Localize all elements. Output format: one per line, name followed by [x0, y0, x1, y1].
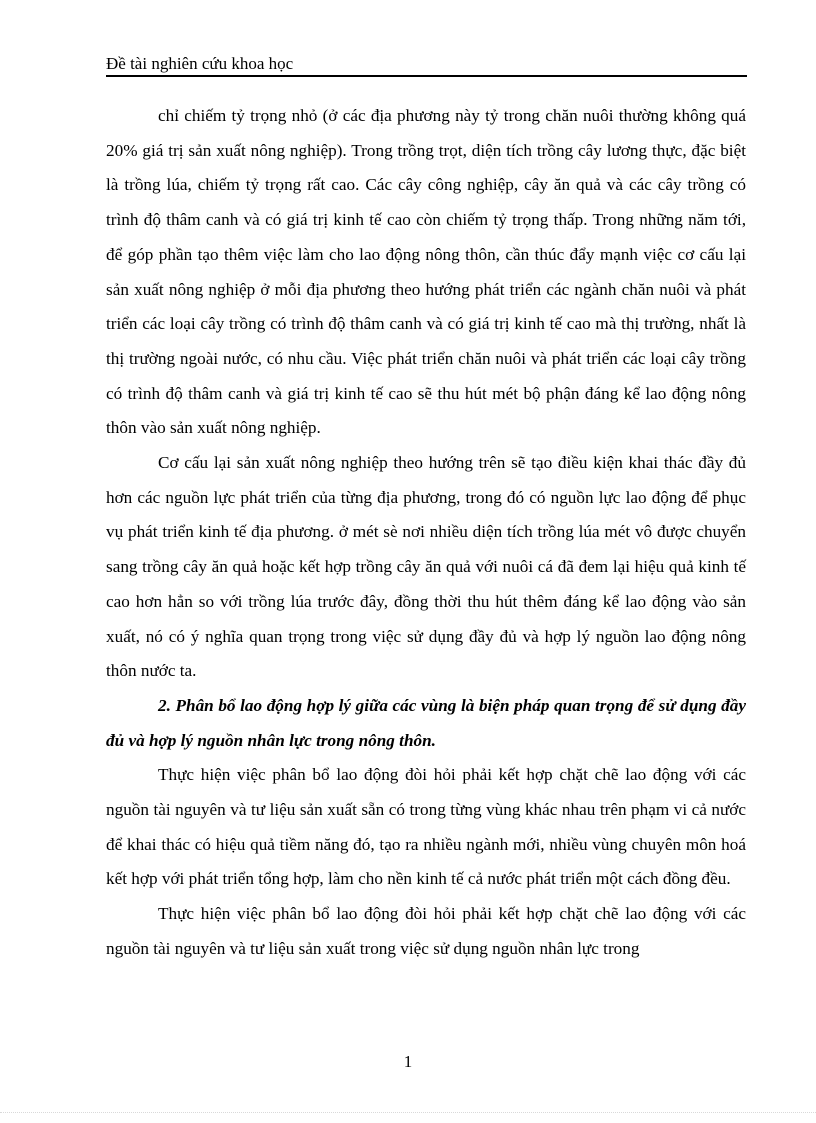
paragraph-3: Thực hiện việc phân bổ lao động đòi hỏi phải kết hợp chặt chẽ lao động với các nguồn tài nguyên và tư liệu sản xuất sẵn có trong từng vùng khác nhau trên phạm vi cả nước để khai thác có hiệu quả tiềm năng đó, tạo ra nhiều ngành mới, nhiều vùng chuyên môn hoá kết hợp với phát triển tổng hợp, làm cho nền kinh tế cả nước phát triển một cách đồng đều. [106, 765, 746, 889]
header-rule [106, 75, 747, 77]
paragraph-1: chỉ chiếm tỷ trọng nhỏ (ở các địa phương này tỷ trong chăn nuôi thường không quá 20% giá trị sản xuất nông nghiệp). Trong trồng trọt, diện tích trồng cây lương thực, đặc biệt là trồng lúa, chiếm tỷ trọng rất cao. Các cây công nghiệp, cây ăn quả và các cây trồng có trình độ thâm canh và có giá trị kinh tế cao còn chiếm tỷ trọng thấp. Trong những năm tới, để góp phần tạo thêm việc làm cho lao động nông thôn, cần thúc đẩy mạnh việc cơ cấu lại sản xuất nông nghiệp ở mỗi địa phương theo hướng phát triển các ngành chăn nuôi và phát triển các loại cây trồng có trình độ thâm canh và có giá trị kinh tế cao mà thị trường, nhất là thị trường ngoài nước, có nhu cầu. Việc phát triển chăn nuôi và phát triển các loại cây trồng có trình độ thâm canh và giá trị kinh tế cao sẽ thu hút mét bộ phận đáng kể lao động nông thôn vào sản xuất nông nghiệp. [106, 106, 746, 438]
section-heading: 2. Phân bổ lao động hợp lý giữa các vùng là biện pháp quan trọng để sử dụng đầy đủ và hợp lý nguồn nhân lực trong nông thôn. [106, 695, 746, 750]
paragraph-2: Cơ cấu lại sản xuất nông nghiệp theo hướng trên sẽ tạo điều kiện khai thác đầy đủ hơn các nguồn lực phát triển của từng địa phương, trong đó có nguồn lực lao động để phục vụ phát triển kinh tế địa phương. ở mét sè nơi nhiều diện tích trồng lúa mét vô được chuyển sang trồng cây ăn quả hoặc kết hợp trồng cây ăn quả với nuôi cá đã đem lại hiệu quả kinh tế cao hơn hẳn so với trồng lúa trước đây, đồng thời thu hút thêm đáng kể lao động vào sản xuất, nó có ý nghĩa quan trọng trong việc sử dụng đầy đủ và hợp lý nguồn lao động nông thôn nước ta. [106, 453, 746, 681]
footer-divider [0, 1112, 816, 1113]
document-body [106, 99, 746, 967]
page-number: 1 [403, 1052, 413, 1071]
header-title: Đề tài nghiên cứu khoa học [106, 54, 294, 73]
paragraph-4: Thực hiện việc phân bổ lao động đòi hỏi phải kết hợp chặt chẽ lao động với các nguồn tài nguyên và tư liệu sản xuất trong việc sử dụng nguồn nhân lực trong [106, 904, 746, 958]
